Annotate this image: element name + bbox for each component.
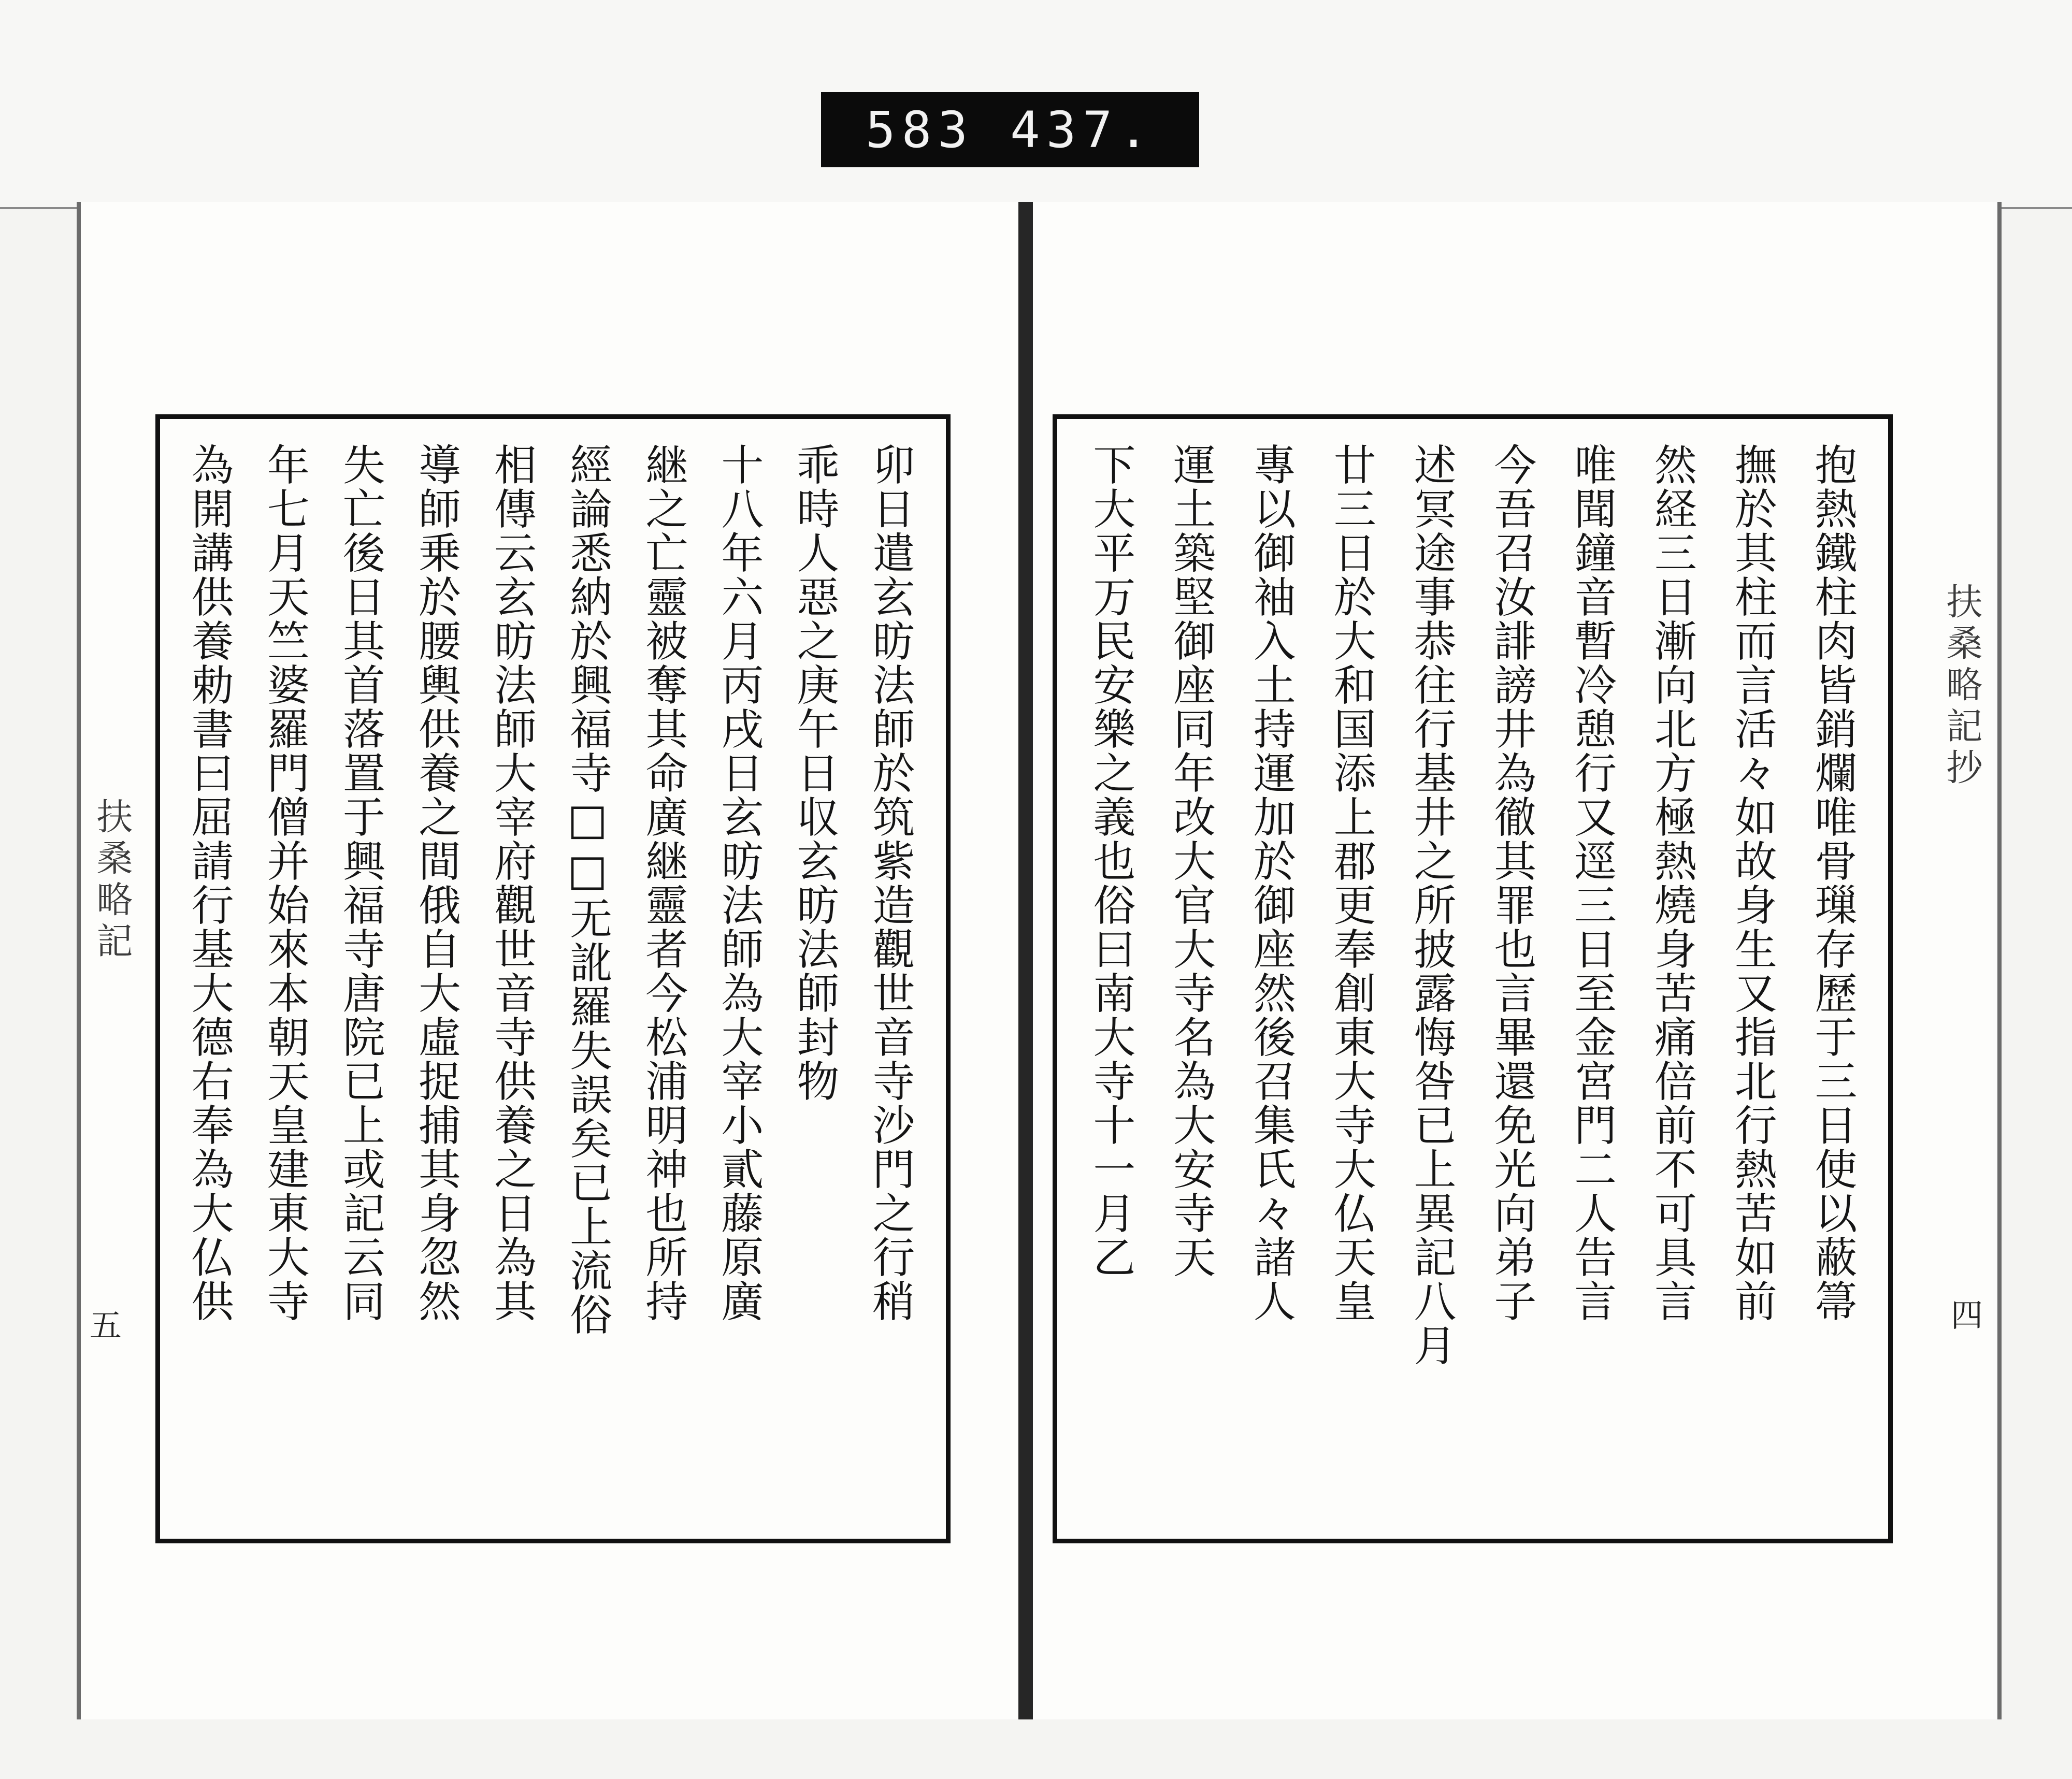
right-text-column: 唯聞鐘音暫冷憩行又逕三日至金宮門二人告言 bbox=[1567, 443, 1617, 1323]
right-text-column: 下大平万民安樂之義也俗曰南大寺十一月乙 bbox=[1086, 443, 1135, 1279]
left-text-column: 年七月天竺婆羅門僧并始來本朝天皇建東大寺 bbox=[260, 443, 310, 1323]
left-text-column: 導師乗於腰輿供養之間俄自大虛捉捕其身忽然 bbox=[411, 443, 461, 1323]
left-text-column: 卯日遣玄昉法師於筑紫造觀世音寺沙門之行稍 bbox=[866, 443, 915, 1323]
left-text-column: 失亡後日其首落置于興福寺唐院已上或記云同 bbox=[336, 443, 385, 1323]
right-folio-number: 四 bbox=[1950, 1296, 1983, 1334]
left-text-frame bbox=[155, 414, 951, 1543]
right-text-column: 述冥途事恭往行基井之所披露悔咎已上異記八月 bbox=[1407, 443, 1457, 1367]
right-text-frame bbox=[1053, 414, 1893, 1543]
right-text-column: 運土築堅御座同年改大官大寺名為大安寺天 bbox=[1166, 443, 1216, 1279]
left-folio-number: 五 bbox=[90, 1307, 122, 1344]
left-margin-title: 扶桑略記 bbox=[91, 798, 133, 963]
right-text-column: 專以御袖入土持運加於御座然後召集氏々諸人 bbox=[1246, 443, 1296, 1323]
left-text-column: 継之亡靈被奪其命廣継靈者今松浦明神也所持 bbox=[638, 443, 688, 1323]
right-text-column: 撫於其柱而言活々如故身生又指北行熱苦如前 bbox=[1728, 443, 1777, 1323]
left-text-column: 乖時人惡之庚午日収玄昉法師封物 bbox=[789, 443, 839, 1103]
left-text-column: 相傳云玄昉法師大宰府觀世音寺供養之日為其 bbox=[487, 443, 537, 1323]
open-book bbox=[77, 202, 2002, 1719]
right-page bbox=[1033, 202, 1993, 1719]
archive-number-label: 583 437. bbox=[821, 92, 1199, 167]
left-text-column: 經論悉納於興福寺□□无訛羅失誤矣已上流俗 bbox=[563, 443, 612, 1337]
left-page bbox=[81, 202, 1018, 1719]
right-text-column: 今吾召汝誹謗井為徹其罪也言畢還免光向弟子 bbox=[1487, 443, 1536, 1323]
left-text-column: 為開講供養勅書曰屈請行基大德右奉為大仏供 bbox=[184, 443, 234, 1323]
right-text-column: 抱熱鐵柱肉皆銷爛唯骨璅存歷于三日使以蔽箒 bbox=[1808, 443, 1857, 1323]
right-margin-title: 扶桑略記抄 bbox=[1940, 583, 1983, 790]
left-text-column: 十八年六月丙戌日玄昉法師為大宰小貳藤原廣 bbox=[714, 443, 764, 1323]
book-gutter bbox=[1018, 202, 1033, 1719]
right-text-column: 然経三日漸向北方極熱燒身苦痛倍前不可具言 bbox=[1647, 443, 1697, 1323]
right-text-column: 廿三日於大和国添上郡更奉創東大寺大仏天皇 bbox=[1327, 443, 1376, 1323]
